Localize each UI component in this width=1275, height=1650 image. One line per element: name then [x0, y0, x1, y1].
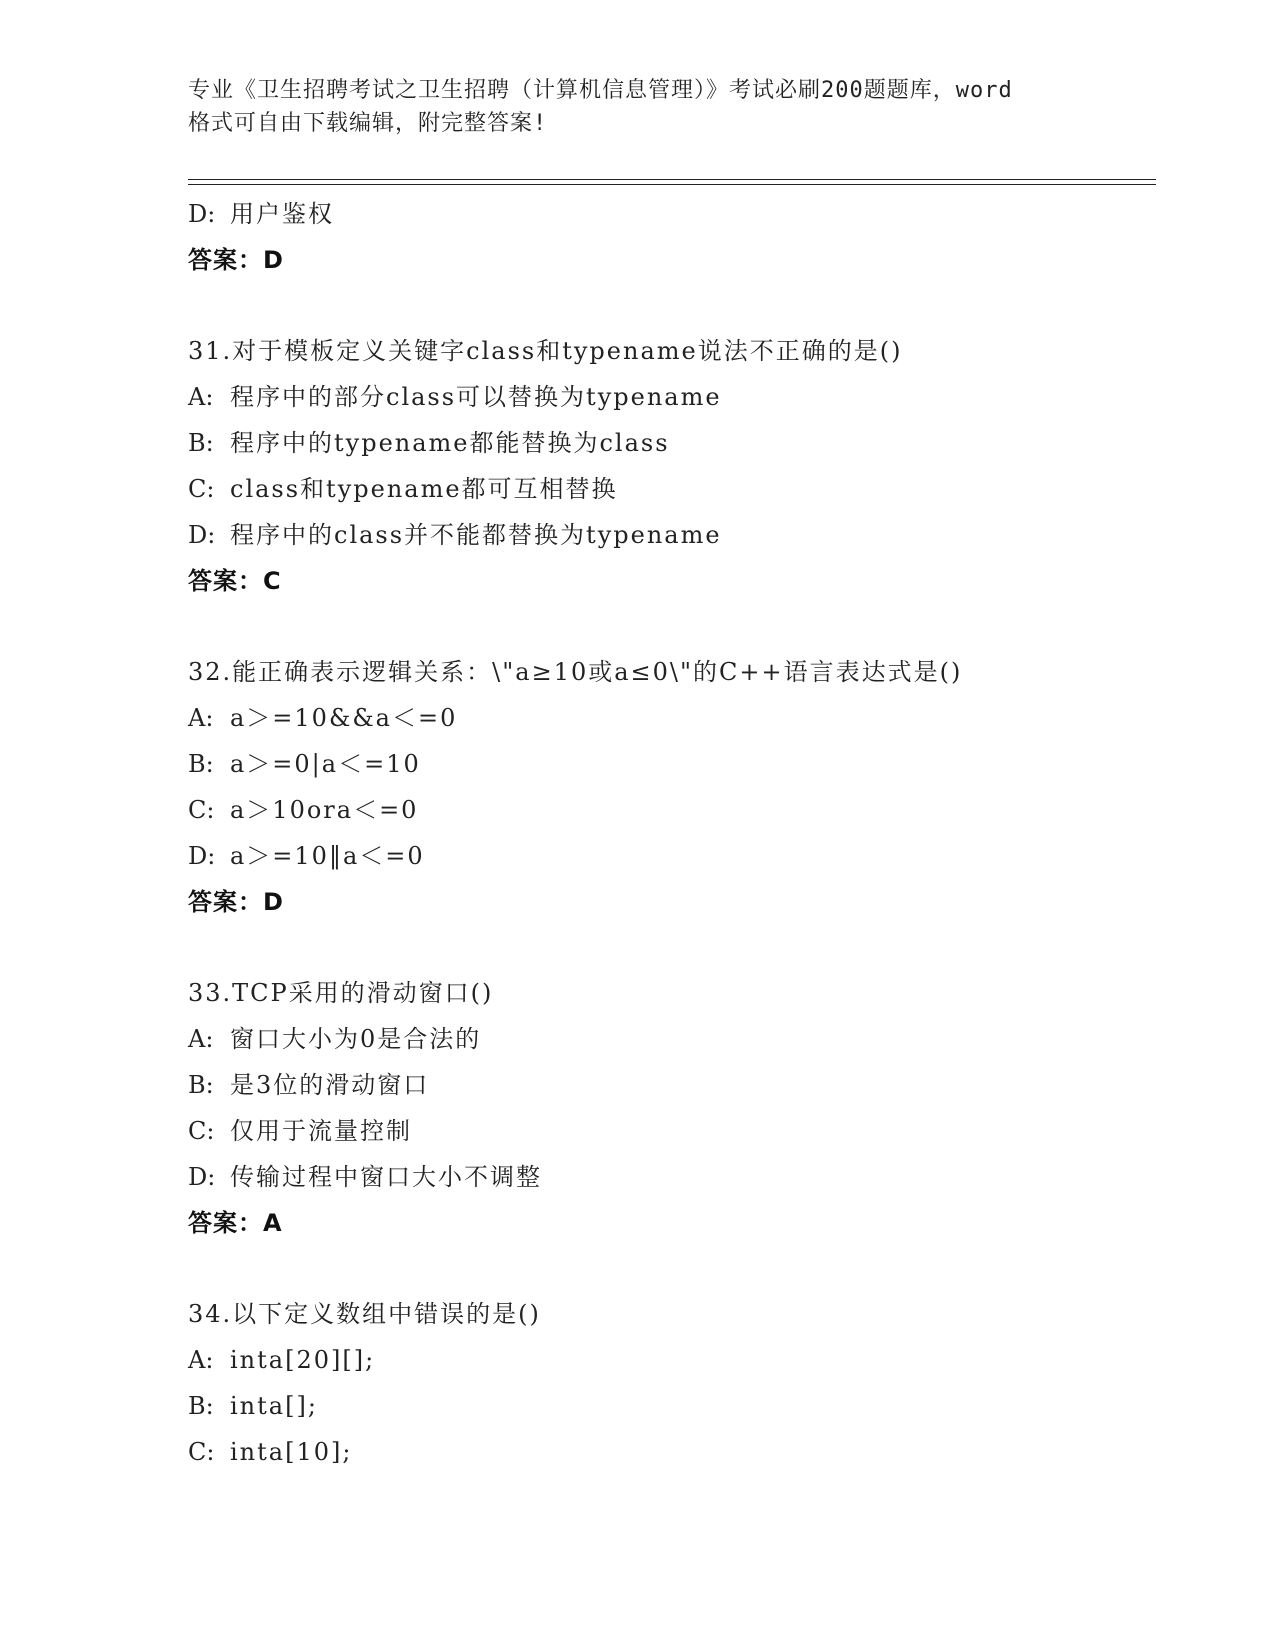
option-d-q30	[188, 191, 1148, 237]
option-text: inta[20][];	[230, 1346, 376, 1374]
question-list	[188, 191, 1148, 1475]
option-a-q31	[188, 374, 1148, 420]
question-spacer	[188, 283, 1148, 328]
option-b-q33	[188, 1062, 1148, 1108]
answer-q32: 答案：D	[188, 888, 284, 916]
option-prefix: D:	[188, 200, 216, 228]
option-prefix: A:	[188, 1025, 214, 1053]
option-b-q31	[188, 420, 1148, 466]
option-prefix: D:	[188, 842, 216, 870]
option-prefix: D:	[188, 521, 216, 549]
answer-q33: 答案：A	[188, 1209, 283, 1237]
answer-q30: 答案：D	[188, 246, 284, 274]
option-text: 仅用于流量控制	[230, 1117, 412, 1145]
option-prefix: A:	[188, 1346, 214, 1374]
question-spacer	[188, 925, 1148, 970]
option-text: a＞10ora＜=0	[230, 796, 419, 824]
option-a-q34	[188, 1337, 1148, 1383]
page-header	[188, 74, 1088, 140]
option-prefix: D:	[188, 1163, 216, 1191]
option-d-q33	[188, 1154, 1148, 1200]
question-stem-31: 31.对于模板定义关键字class和typename说法不正确的是()	[188, 337, 903, 365]
option-text: 程序中的class并不能都替换为typename	[230, 521, 722, 549]
question-spacer	[188, 604, 1148, 649]
option-text: inta[10];	[230, 1438, 353, 1466]
option-prefix: B:	[188, 1392, 214, 1420]
option-prefix: A:	[188, 383, 214, 411]
header-divider-top	[188, 179, 1156, 180]
option-text: 是3位的滑动窗口	[230, 1071, 430, 1099]
option-text: 窗口大小为0是合法的	[230, 1025, 482, 1053]
option-text: 传输过程中窗口大小不调整	[230, 1163, 542, 1191]
option-c-q34	[188, 1429, 1148, 1475]
option-b-q32	[188, 741, 1148, 787]
option-prefix: B:	[188, 750, 214, 778]
option-text: 程序中的部分class可以替换为typename	[230, 383, 722, 411]
option-prefix: A:	[188, 704, 214, 732]
option-prefix: B:	[188, 1071, 214, 1099]
option-a-q33	[188, 1016, 1148, 1062]
option-prefix: B:	[188, 429, 214, 457]
question-spacer	[188, 1246, 1148, 1291]
option-text: class和typename都可互相替换	[230, 475, 618, 503]
option-c-q31	[188, 466, 1148, 512]
option-a-q32	[188, 695, 1148, 741]
option-text: 程序中的typename都能替换为class	[230, 429, 670, 457]
option-prefix: C:	[188, 1117, 215, 1145]
option-prefix: C:	[188, 475, 215, 503]
question-stem-32: 32.能正确表示逻辑关系：\"a≥10或a≤0\"的C++语言表达式是()	[188, 658, 963, 686]
option-text: 用户鉴权	[230, 200, 334, 228]
option-text: a＞=10&&a＜=0	[230, 704, 458, 732]
option-text: a＞=0|a＜=10	[230, 750, 421, 778]
answer-q31: 答案：C	[188, 567, 282, 595]
question-stem-34: 34.以下定义数组中错误的是()	[188, 1300, 541, 1328]
header-title-line-1: 专业《卫生招聘考试之卫生招聘（计算机信息管理）》考试必刷200题题库，word	[188, 78, 1013, 103]
option-d-q31	[188, 512, 1148, 558]
option-b-q34	[188, 1383, 1148, 1429]
option-text: a＞=10‖a＜=0	[230, 842, 425, 870]
option-c-q33	[188, 1108, 1148, 1154]
option-text: inta[];	[230, 1392, 318, 1420]
option-prefix: C:	[188, 796, 215, 824]
header-title-line-2: 格式可自由下载编辑，附完整答案!	[188, 111, 548, 136]
question-stem-33: 33.TCP采用的滑动窗口()	[188, 979, 494, 1007]
option-c-q32	[188, 787, 1148, 833]
header-divider-bottom	[188, 184, 1156, 185]
option-prefix: C:	[188, 1438, 215, 1466]
option-d-q32	[188, 833, 1148, 879]
